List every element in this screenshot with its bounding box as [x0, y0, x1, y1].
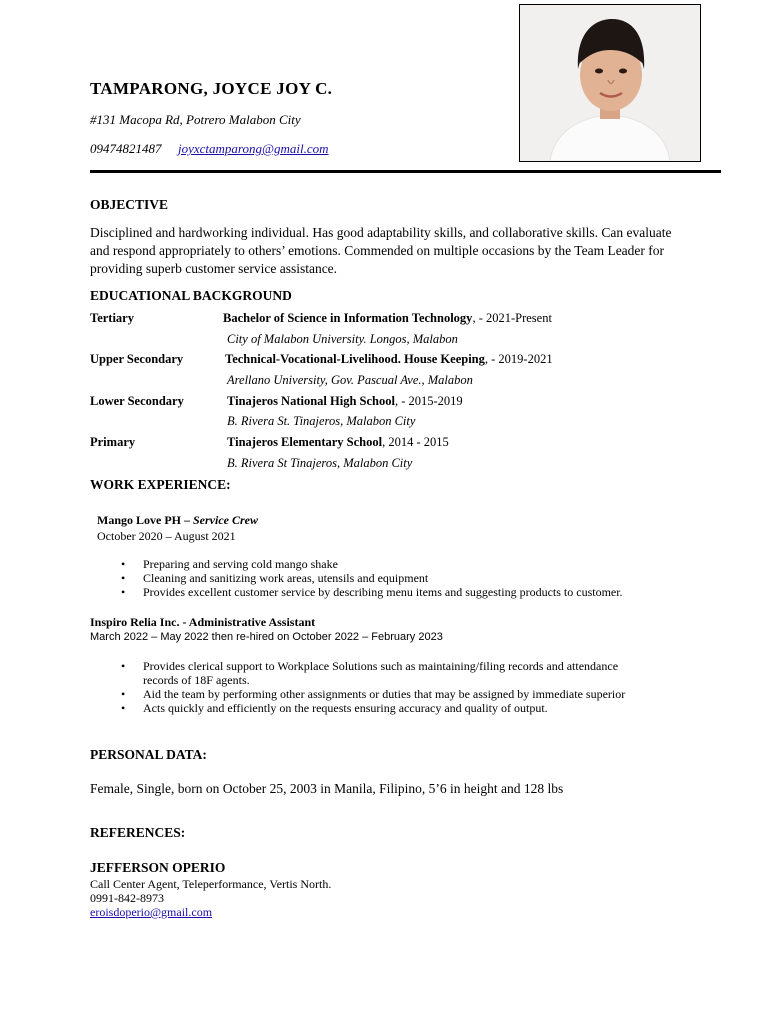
applicant-email-link[interactable]: joyxctamparong@gmail.com [178, 141, 329, 156]
education-level: Primary [90, 435, 136, 449]
job-duty: • Cleaning and sanitizing work areas, utensils and equipment [116, 571, 716, 585]
job-role: Service Crew [193, 513, 258, 527]
education-years: , - 2021-Present [472, 311, 552, 325]
references-heading: REFERENCES: [90, 825, 186, 840]
job-duty: • Provides clerical support to Workplace Solutions such as maintaining/filing records and attendance records of 18F agents. [116, 659, 636, 687]
applicant-address: #131 Macopa Rd, Potrero Malabon City [90, 112, 301, 127]
work-heading: WORK EXPERIENCE: [90, 477, 231, 492]
portrait-image [520, 5, 700, 161]
personal-text: Female, Single, born on October 25, 2003 in Manila, Filipino, 5’6 in height and 128 lbs [90, 781, 564, 796]
education-school-line [223, 311, 552, 326]
education-level: Lower Secondary [90, 394, 184, 408]
education-level: Tertiary [90, 311, 134, 325]
objective-heading: OBJECTIVE [90, 197, 169, 212]
education-school-line [227, 394, 463, 409]
job-duty: • Preparing and serving cold mango shake [116, 557, 716, 571]
reference-position: Call Center Agent, Teleperformance, Vertis North. [90, 877, 332, 891]
job-duties-list [116, 557, 716, 599]
job-duties-list [116, 659, 636, 715]
education-location: Arellano University, Gov. Pascual Ave., Malabon [227, 373, 473, 387]
education-school-line [225, 352, 553, 367]
education-location: B. Rivera St Tinajeros, Malabon City [227, 456, 413, 470]
job-duty: • Aid the team by performing other assignments or duties that may be assigned by immediate superior [116, 687, 636, 701]
education-years: , 2014 - 2015 [382, 435, 449, 449]
job-company: Inspiro Relia Inc. - Administrative Assistant [90, 615, 316, 629]
education-heading: EDUCATIONAL BACKGROUND [90, 288, 292, 303]
education-location: City of Malabon University. Longos, Malabon [227, 332, 458, 346]
education-school-line [227, 435, 449, 450]
job-dates: October 2020 – August 2021 [97, 529, 236, 543]
contact-line [90, 141, 328, 157]
applicant-name: TAMPARONG, JOYCE JOY C. [90, 79, 333, 98]
job-title-line [97, 513, 258, 528]
job-dates: March 2022 – May 2022 then re-hired on October 2022 – February 2023 [90, 631, 443, 643]
education-school: Tinajeros Elementary School [227, 435, 383, 449]
education-years: , - 2015-2019 [394, 394, 463, 408]
reference-email-link[interactable]: eroisdoperio@gmail.com [90, 905, 213, 919]
reference-name: JEFFERSON OPERIO [90, 860, 226, 875]
header-divider [90, 170, 721, 173]
job-company: Mango Love PH – [97, 513, 193, 527]
personal-heading: PERSONAL DATA: [90, 747, 207, 762]
education-level: Upper Secondary [90, 352, 184, 366]
objective-text: Disciplined and hardworking individual. Has good adaptability skills, and collaborative skills. Can evaluate and respond appropriately to others’ emotions. Commended on multiple occasions by the Team Leader for providing superb customer service assistance. [90, 225, 672, 276]
education-school: Technical-Vocational-Livelihood. House Keeping [225, 352, 485, 366]
reference-phone: 0991-842-8973 [90, 891, 164, 905]
applicant-phone: 09474821487 [90, 141, 162, 156]
job-duty: • Provides excellent customer service by describing menu items and suggesting products to customer. [116, 585, 716, 599]
education-years: , - 2019-2021 [484, 352, 553, 366]
education-location: B. Rivera St. Tinajeros, Malabon City [227, 414, 416, 428]
education-school: Tinajeros National High School [227, 394, 395, 408]
applicant-photo [519, 4, 701, 162]
job-duty: • Acts quickly and efficiently on the requests ensuring accuracy and quality of output. [116, 701, 636, 715]
education-school: Bachelor of Science in Information Technology [223, 311, 473, 325]
